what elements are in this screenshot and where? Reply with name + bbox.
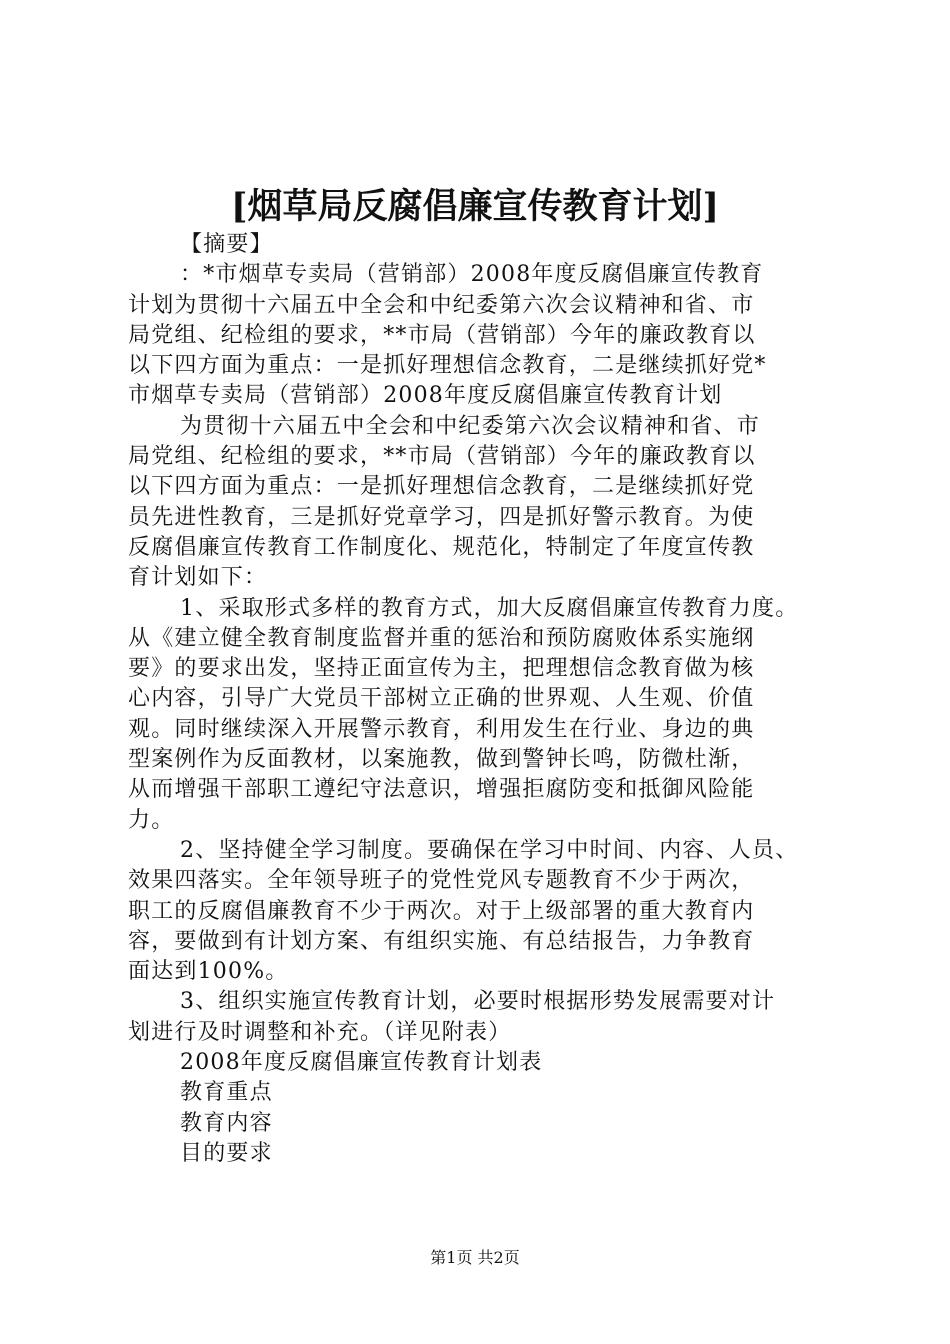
paragraph-line: 计划为贯彻十六届五中全会和中纪委第六次会议精神和省、市 bbox=[128, 292, 755, 318]
paragraph-line: 从而增强干部职工遵纪守法意识，增强拒腐防变和抵御风险能 bbox=[128, 777, 755, 803]
paragraph-line: 局党组、纪检组的要求，**市局（营销部）今年的廉政教育以 bbox=[128, 322, 756, 348]
paragraph-line: 2008年度反腐倡廉宣传教育计划表 bbox=[180, 1050, 543, 1076]
paragraph-line: ：*市烟草专卖局（营销部）2008年度反腐倡廉宣传教育 bbox=[180, 262, 764, 288]
paragraph-line: 3、组织实施宣传教育计划，必要时根据形势发展需要对计 bbox=[180, 989, 776, 1015]
paragraph-line: 员先进性教育，三是抓好党章学习，四是抓好警示教育。为使 bbox=[128, 504, 755, 530]
paragraph-line: 育计划如下： bbox=[128, 565, 268, 591]
paragraph-line: 【摘要】 bbox=[180, 232, 273, 257]
paragraph-line: 效果四落实。全年领导班子的党性党风专题教育不少于两次， bbox=[128, 868, 755, 894]
paragraph-line: 容，要做到有计划方案、有组织实施、有总结报告，力争教育 bbox=[128, 928, 755, 954]
paragraph-line: 型案例作为反面教材，以案施教，做到警钟长鸣，防微杜渐， bbox=[128, 747, 755, 773]
paragraph-line: 为贯彻十六届五中全会和中纪委第六次会议精神和省、市 bbox=[180, 413, 761, 439]
paragraph-line: 观。同时继续深入开展警示教育，利用发生在行业、身边的典 bbox=[128, 716, 755, 742]
paragraph-line: 职工的反腐倡廉教育不少于两次。对于上级部署的重大教育内 bbox=[128, 898, 755, 924]
document-body bbox=[128, 230, 828, 1169]
paragraph-line: 教育重点 bbox=[180, 1080, 273, 1106]
paragraph-line: 局党组、纪检组的要求，**市局（营销部）今年的廉政教育以 bbox=[128, 444, 756, 470]
paragraph-line: 以下四方面为重点：一是抓好理想信念教育，二是继续抓好党* bbox=[128, 353, 767, 379]
paragraph-line: 要》的要求出发，坚持正面宣传为主，把理想信念教育做为核 bbox=[128, 656, 755, 682]
paragraph-line: 1、采取形式多样的教育方式，加大反腐倡廉宣传教育力度。 bbox=[180, 595, 799, 621]
paragraph-line: 心内容，引导广大党员干部树立正确的世界观、人生观、价值 bbox=[128, 686, 755, 712]
paragraph-line: 以下四方面为重点：一是抓好理想信念教育，二是继续抓好党 bbox=[128, 474, 755, 500]
paragraph-line: 反腐倡廉宣传教育工作制度化、规范化，特制定了年度宣传教 bbox=[128, 534, 755, 560]
paragraph-line: 力。 bbox=[128, 807, 175, 833]
document-title: [烟草局反腐倡廉宣传教育计划] bbox=[230, 186, 720, 227]
paragraph-line: 2、坚持健全学习制度。要确保在学习中时间、内容、人员、 bbox=[180, 837, 799, 863]
paragraph-line: 划进行及时调整和补充。（详见附表） bbox=[128, 1019, 512, 1045]
paragraph-line: 目的要求 bbox=[180, 1140, 273, 1166]
page-footer: 第1页 共2页 bbox=[430, 1248, 520, 1267]
paragraph-line: 教育内容 bbox=[180, 1110, 273, 1136]
paragraph-line: 面达到100%。 bbox=[128, 959, 289, 985]
paragraph-line: 市烟草专卖局（营销部）2008年度反腐倡廉宣传教育计划 bbox=[128, 383, 723, 409]
paragraph-line: 从《建立健全教育制度监督并重的惩治和预防腐败体系实施纲 bbox=[128, 625, 755, 651]
